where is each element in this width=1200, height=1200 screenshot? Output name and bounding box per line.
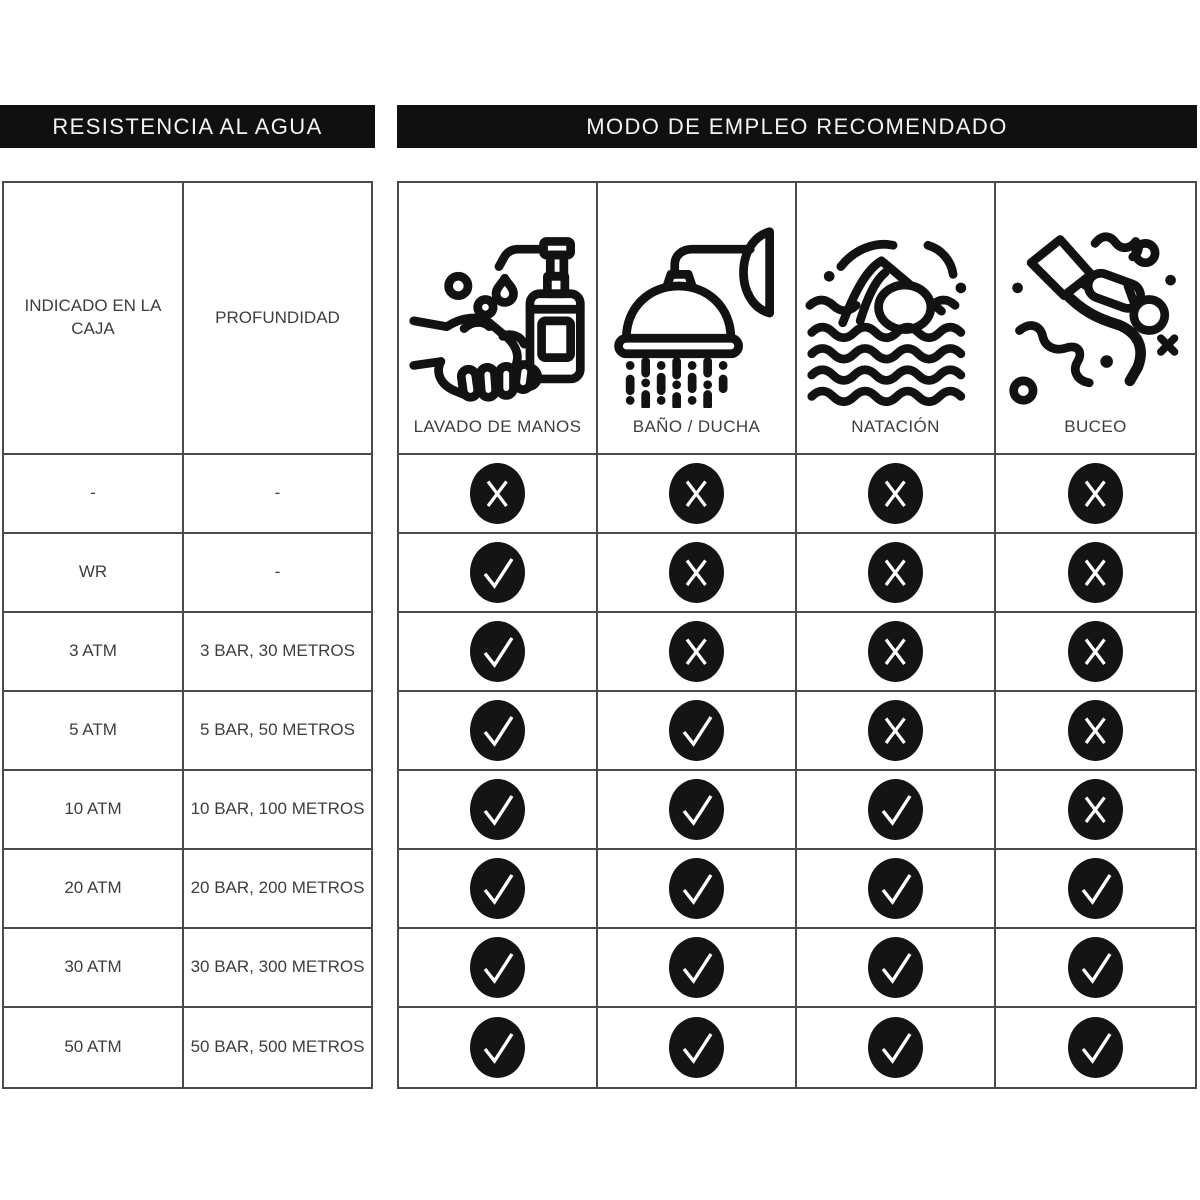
column-header-buceo: [996, 183, 1195, 455]
profundidad-cell: 3 BAR, 30 METROS: [184, 613, 371, 692]
cross-mark: [797, 455, 996, 534]
caja-cell: -: [4, 455, 184, 534]
cross-mark: [996, 455, 1195, 534]
caja-cell: 20 ATM: [4, 850, 184, 929]
column-header-bano-ducha: [598, 183, 797, 455]
check-mark: [797, 850, 996, 929]
check-mark: [399, 929, 598, 1008]
check-mark: [797, 1008, 996, 1087]
shower-icon: [605, 224, 789, 408]
column-header-lavado-de-manos: [399, 183, 598, 455]
cross-mark: [797, 692, 996, 771]
cross-mark: [598, 455, 797, 534]
profundidad-cell: 5 BAR, 50 METROS: [184, 692, 371, 771]
column-header-label: PROFUNDIDAD: [215, 307, 340, 327]
cross-mark: [996, 534, 1195, 613]
profundidad-cell: -: [184, 455, 371, 534]
caja-cell: 5 ATM: [4, 692, 184, 771]
check-mark: [399, 1008, 598, 1087]
cross-mark: [399, 455, 598, 534]
check-mark: [399, 850, 598, 929]
cross-mark: [996, 613, 1195, 692]
check-mark: [996, 929, 1195, 1008]
check-mark: [399, 613, 598, 692]
check-mark: [797, 929, 996, 1008]
check-mark: [996, 850, 1195, 929]
check-mark: [598, 850, 797, 929]
check-mark: [797, 771, 996, 850]
column-label: NATACIÓN: [851, 417, 940, 437]
cross-mark: [598, 613, 797, 692]
check-mark: [399, 534, 598, 613]
cross-mark: [996, 771, 1195, 850]
profundidad-cell: 20 BAR, 200 METROS: [184, 850, 371, 929]
swimming-icon: [804, 224, 988, 408]
right-panel-title: MODO DE EMPLEO RECOMENDADO: [586, 113, 1008, 139]
column-header-natacion: [797, 183, 996, 455]
caja-cell: 3 ATM: [4, 613, 184, 692]
caja-cell: 10 ATM: [4, 771, 184, 850]
cross-mark: [797, 613, 996, 692]
profundidad-cell: -: [184, 534, 371, 613]
check-mark: [598, 692, 797, 771]
column-label: BUCEO: [1064, 417, 1127, 437]
cross-mark: [598, 534, 797, 613]
cross-mark: [996, 692, 1195, 771]
caja-cell: 50 ATM: [4, 1008, 184, 1087]
check-mark: [598, 1008, 797, 1087]
recommended-usage-table: [397, 181, 1197, 1089]
profundidad-cell: 30 BAR, 300 METROS: [184, 929, 371, 1008]
column-header-indicado-en-la-caja: [4, 183, 184, 455]
caja-cell: WR: [4, 534, 184, 613]
profundidad-cell: 10 BAR, 100 METROS: [184, 771, 371, 850]
profundidad-cell: 50 BAR, 500 METROS: [190, 1037, 365, 1057]
left-panel-title: RESISTENCIA AL AGUA: [52, 113, 323, 139]
column-label: LAVADO DE MANOS: [413, 417, 582, 437]
check-mark: [399, 771, 598, 850]
cross-mark: [797, 534, 996, 613]
left-panel-title-bar: [0, 105, 375, 148]
hand-washing-icon: [406, 224, 590, 408]
check-mark: [598, 929, 797, 1008]
diving-icon: [1004, 224, 1188, 408]
check-mark: [399, 692, 598, 771]
water-resistance-table: [2, 181, 373, 1089]
column-label: BAÑO / DUCHA: [632, 417, 761, 437]
column-header-label: INDICADO EN LA CAJA: [24, 296, 162, 338]
check-mark: [598, 771, 797, 850]
caja-cell: 30 ATM: [4, 929, 184, 1008]
column-header-profundidad: [184, 183, 371, 455]
check-mark: [996, 1008, 1195, 1087]
right-panel-title-bar: [397, 105, 1197, 148]
